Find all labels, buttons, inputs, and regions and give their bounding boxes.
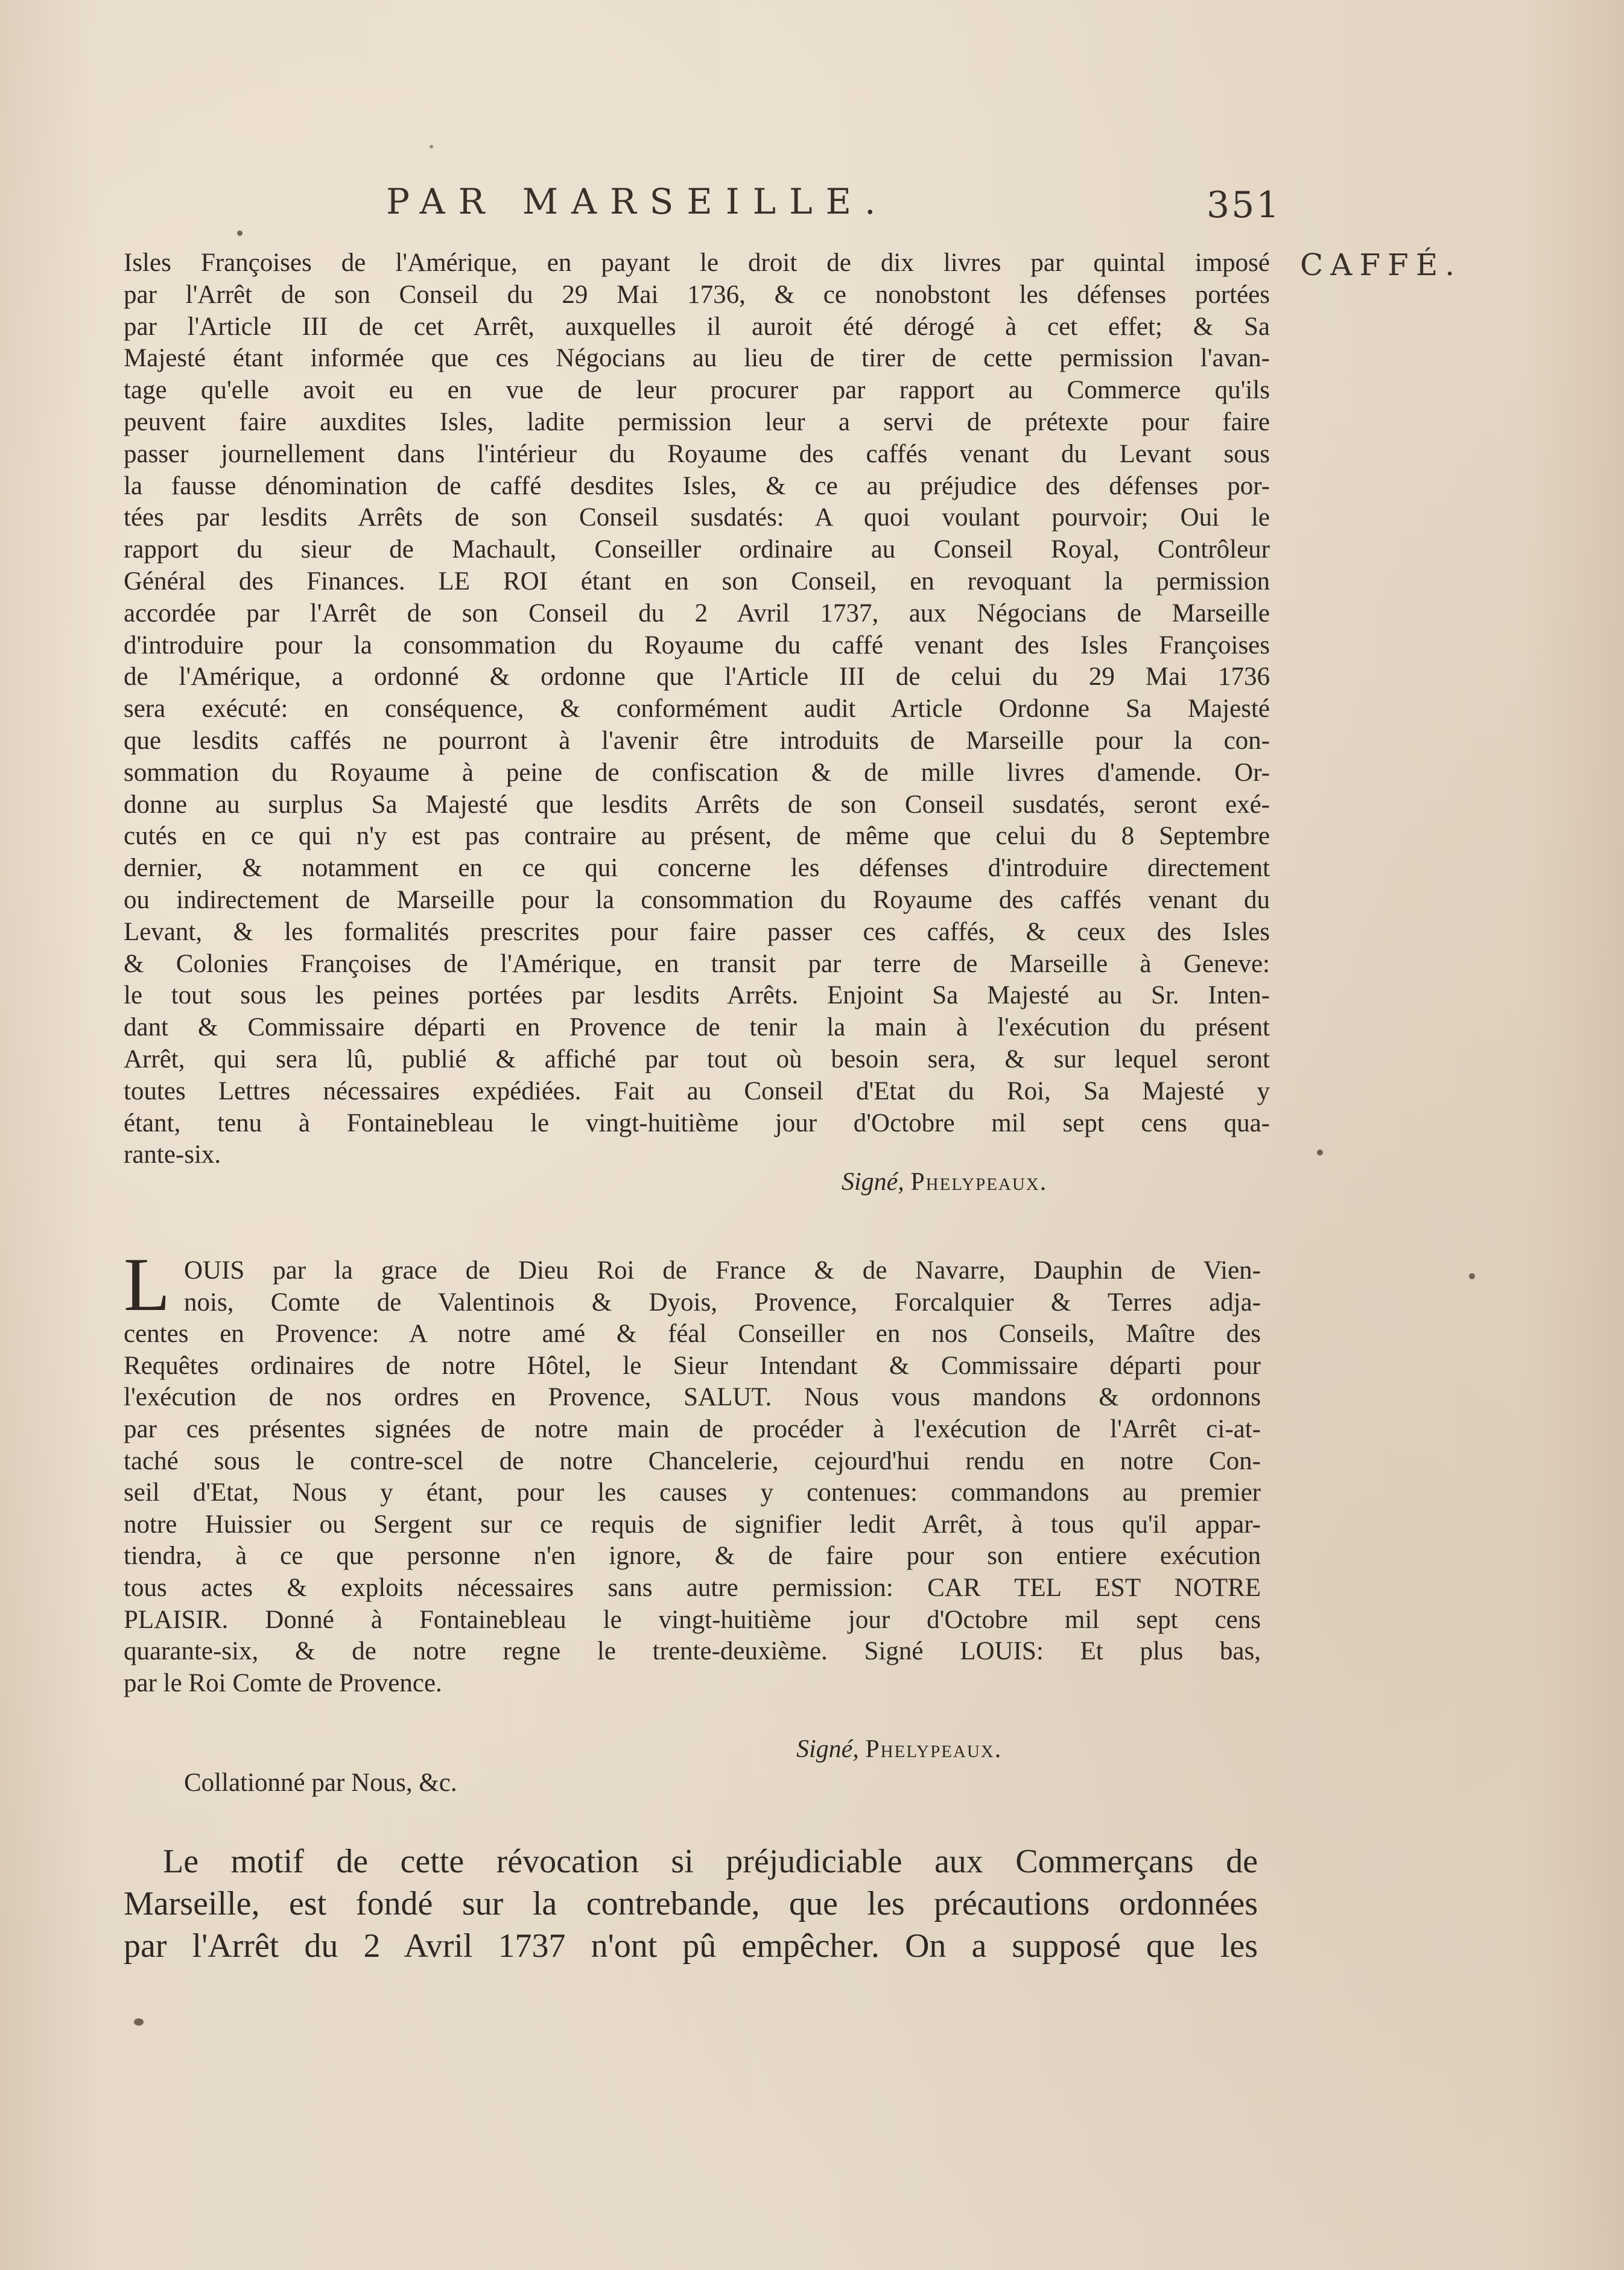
text-line: OUIS par la grace de Dieu Roi de France & de Navarre, Dauphin de Vien- bbox=[184, 1256, 1261, 1285]
signature-name: Phelypeaux. bbox=[910, 1168, 1048, 1196]
drop-cap: L bbox=[124, 1243, 170, 1327]
text-line: notre Huissier ou Sergent sur ce requis de signifier ledit Arrêt, à tous qu'il appar- bbox=[124, 1510, 1261, 1539]
ink-speck bbox=[1469, 1273, 1475, 1279]
text-line: Majesté étant informée que ces Négocians au lieu de tirer de cette permission l'avan- bbox=[124, 344, 1270, 373]
arret-signature bbox=[842, 1168, 1047, 1197]
text-line: rapport du sieur de Machault, Conseiller ordinaire au Conseil Royal, Contrôleur bbox=[124, 535, 1270, 564]
ink-speck bbox=[237, 230, 243, 236]
text-line: dant & Commissaire départi en Provence de tenir la main à l'exécution du présent bbox=[124, 1013, 1270, 1042]
text-line: sommation du Royaume à peine de confiscation & de mille livres d'amende. Or- bbox=[124, 758, 1270, 787]
signature-label: Signé, bbox=[796, 1735, 859, 1763]
text-line: tiendra, à ce que personne n'en ignore, & de faire pour son entiere exécution bbox=[124, 1542, 1261, 1571]
margin-note: CAFFÉ. bbox=[1300, 247, 1462, 282]
text-line: par ces présentes signées de notre main de procéder à l'exécution de l'Arrêt ci-at- bbox=[124, 1414, 1261, 1443]
text-line: tous actes & exploits nécessaires sans autre permission: CAR TEL EST NOTRE bbox=[124, 1573, 1261, 1602]
text-line: ou indirectement de Marseille pour la consommation du Royaume des caffés venant du bbox=[124, 885, 1270, 914]
text-line: que lesdits caffés ne pourront à l'avenir être introduits de Marseille pour la con- bbox=[124, 726, 1270, 755]
signature-label: Signé, bbox=[842, 1168, 904, 1196]
text-line: Isles Françoises de l'Amérique, en payant le droit de dix livres par quintal imposé bbox=[124, 249, 1270, 277]
text-line: par l'Arrêt du 2 Avril 1737 n'ont pû empêcher. On a supposé que les bbox=[124, 1927, 1258, 1965]
text-line: le tout sous les peines portées par lesdits Arrêts. Enjoint Sa Majesté au Sr. Inten- bbox=[124, 981, 1270, 1010]
lettres-signature bbox=[796, 1735, 1002, 1764]
ink-speck bbox=[134, 2018, 144, 2026]
running-title: PAR MARSEILLE. bbox=[386, 181, 889, 222]
text-line: donne au surplus Sa Majesté que lesdits Arrêts de son Conseil susdatés, seront exé- bbox=[124, 790, 1270, 819]
page-number: 351 bbox=[1207, 184, 1281, 226]
text-line: centes en Provence: A notre amé & féal Conseiller en nos Conseils, Maître des bbox=[124, 1320, 1261, 1349]
text-line: cutés en ce qui n'y est pas contraire au présent, de même que celui du 8 Septembre bbox=[124, 822, 1270, 851]
ink-speck bbox=[1317, 1149, 1323, 1156]
text-line: passer journellement dans l'intérieur du Royaume des caffés venant du Levant sous bbox=[124, 439, 1270, 468]
text-line: PLAISIR. Donné à Fontainebleau le vingt-huitième jour d'Octobre mil sept cens bbox=[124, 1605, 1261, 1634]
text-line: Général des Finances. LE ROI étant en son Conseil, en revoquant la permission bbox=[124, 567, 1270, 596]
text-line: étant, tenu à Fontainebleau le vingt-huitième jour d'Octobre mil sept cens qua- bbox=[124, 1108, 1270, 1137]
text-line: l'exécution de nos ordres en Provence, SALUT. Nous vous mandons & ordonnons bbox=[124, 1383, 1261, 1412]
text-line: la fausse dénomination de caffé desdites Isles, & ce au préjudice des défenses por- bbox=[124, 471, 1270, 500]
text-line: taché sous le contre-scel de notre Chancelerie, cejourd'hui rendu en notre Con- bbox=[124, 1446, 1261, 1475]
text-line: dernier, & notamment en ce qui concerne les défenses d'introduire directement bbox=[124, 854, 1270, 883]
signature-name: Phelypeaux. bbox=[865, 1735, 1003, 1763]
text-line: Requêtes ordinaires de notre Hôtel, le Sieur Intendant & Commissaire départi pour bbox=[124, 1351, 1261, 1380]
lettres-patentes-paragraph bbox=[124, 1255, 1261, 1699]
text-line: accordée par l'Arrêt de son Conseil du 2 Avril 1737, aux Négocians de Marseille bbox=[124, 599, 1270, 628]
text-line: Arrêt, qui sera lû, publié & affiché par tout où besoin sera, & sur lequel seront bbox=[124, 1044, 1270, 1073]
text-line: Marseille, est fondé sur la contrebande, que les précautions ordonnées bbox=[124, 1885, 1258, 1922]
text-line: peuvent faire auxdites Isles, ladite permission leur a servi de prétexte pour faire bbox=[124, 407, 1270, 436]
text-line: Levant, & les formalités prescrites pour faire passer ces caffés, & ceux des Isles bbox=[124, 917, 1270, 946]
text-line: par l'Arrêt de son Conseil du 29 Mai 1736, & ce nonobstont les défenses portées bbox=[124, 280, 1270, 309]
text-line: nois, Comte de Valentinois & Dyois, Provence, Forcalquier & Terres adja- bbox=[184, 1288, 1261, 1317]
text-line: tées par lesdits Arrêts de son Conseil susdatés: A quoi voulant pourvoir; Oui le bbox=[124, 503, 1270, 532]
text-line: tage qu'elle avoit eu en vue de leur procurer par rapport au Commerce qu'ils bbox=[124, 376, 1270, 405]
text-line: par l'Article III de cet Arrêt, auxquelles il auroit été dérogé à cet effet; & Sa bbox=[124, 312, 1270, 341]
text-line: par le Roi Comte de Provence. bbox=[124, 1668, 442, 1697]
ink-speck bbox=[430, 145, 433, 148]
text-line: sera exécuté: en conséquence, & conformément audit Article Ordonne Sa Majesté bbox=[124, 695, 1270, 723]
commentary-paragraph bbox=[124, 1840, 1258, 1967]
text-line: rante-six. bbox=[124, 1140, 221, 1169]
text-line: Le motif de cette révocation si préjudiciable aux Commerçans de bbox=[163, 1843, 1258, 1880]
text-line: & Colonies Françoises de l'Amérique, en transit par terre de Marseille à Geneve: bbox=[124, 949, 1270, 978]
text-line: de l'Amérique, a ordonné & ordonne que l'Article III de celui du 29 Mai 1736 bbox=[124, 663, 1270, 691]
arret-paragraph bbox=[124, 247, 1270, 1171]
collation-note: Collationné par Nous, &c. bbox=[184, 1769, 457, 1797]
text-line: d'introduire pour la consommation du Royaume du caffé venant des Isles Françoises bbox=[124, 631, 1270, 660]
text-line: toutes Lettres nécessaires expédiées. Fait au Conseil d'Etat du Roi, Sa Majesté y bbox=[124, 1076, 1270, 1105]
text-line: seil d'Etat, Nous y étant, pour les causes y contenues: commandons au premier bbox=[124, 1478, 1261, 1507]
text-line: quarante-six, & de notre regne le trente-deuxième. Signé LOUIS: Et plus bas, bbox=[124, 1637, 1261, 1666]
